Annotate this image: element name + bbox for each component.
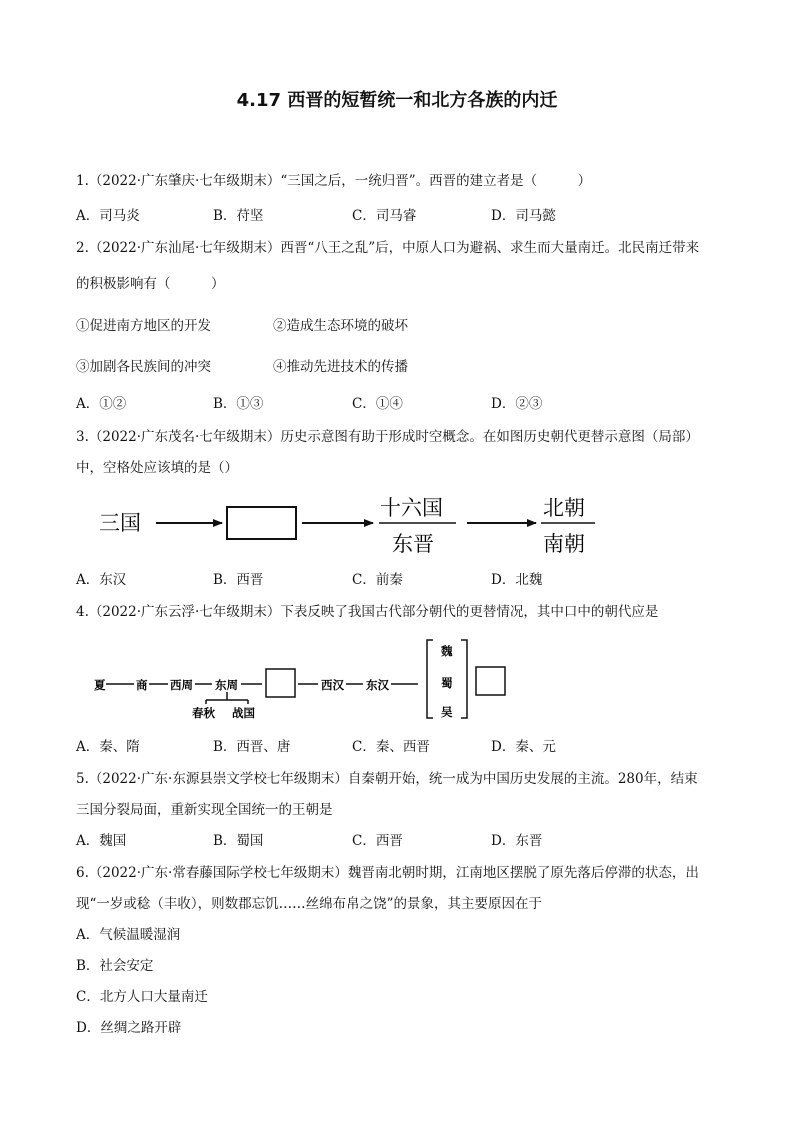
q2-option-d[interactable]: D．②③: [491, 396, 543, 412]
q4-option-a[interactable]: A．秦、隋: [76, 739, 140, 755]
blank-box-1: [266, 669, 295, 697]
q3-option-d[interactable]: D．北魏: [491, 572, 543, 588]
question-3-stem-line1: 3.（2022·广东茂名·七年级期末）历史示意图有助于形成时空概念。在如图历史朝代更替示意图（局部）: [76, 429, 699, 445]
page-title: 4.17 西晋的短暂统一和北方各族的内迁: [236, 90, 558, 111]
label-dongzhou: 东周: [215, 678, 238, 692]
q5-option-d[interactable]: D．东晋: [491, 833, 543, 849]
question-4-stem: 4.（2022·广东云浮·七年级期末）下表反映了我国古代部分朝代的更替情况，其中口中的朝代应是: [76, 604, 659, 620]
blank-box-2: [476, 667, 505, 695]
q2-item-3: ③加剧各民族间的冲突: [76, 359, 211, 375]
label-xizhou: 西周: [170, 678, 193, 692]
q1-option-d[interactable]: D．司马懿: [491, 208, 556, 224]
question-3-stem-line2: 中，空格处应该填的是（）: [76, 460, 238, 476]
q5-option-b[interactable]: B．蜀国: [213, 833, 264, 849]
q6-option-d[interactable]: D．丝绸之路开辟: [76, 1020, 182, 1036]
q2-item-2: ②造成生态环境的破坏: [273, 318, 408, 334]
q4-option-d[interactable]: D．秦、元: [491, 739, 556, 755]
q5-option-a[interactable]: A．魏国: [76, 833, 127, 849]
diagram-start-label: 三国: [99, 511, 141, 535]
q3-option-b[interactable]: B．西晋: [213, 572, 264, 588]
diagram-lower-1: 东晋: [392, 532, 434, 556]
label-wei: 魏: [441, 644, 453, 658]
question-2-stem-line2: 的积极影响有（ ）: [76, 276, 225, 292]
question-6-stem-line2: 现“一岁或稔（丰收），则数郡忘饥……丝绵布帛之饶”的景象，其主要原因在于: [76, 896, 543, 912]
diagram-upper-2: 北朝: [543, 496, 585, 520]
label-zhanguo: 战国: [232, 706, 255, 720]
q6-option-c[interactable]: C．北方人口大量南迁: [76, 989, 208, 1005]
question-6-stem-line1: 6.（2022·广东·常春藤国际学校七年级期末）魏晋南北朝时期，江南地区摆脱了原先落后停滞的状态，出: [76, 865, 699, 881]
dynasty-flow-diagram: [90, 490, 610, 562]
q4-option-c[interactable]: C．秦、西晋: [352, 739, 430, 755]
label-wu: 吴: [441, 705, 453, 719]
q2-item-4: ④推动先进技术的传播: [273, 359, 408, 375]
q1-option-b[interactable]: B．苻坚: [213, 208, 264, 224]
q2-option-a[interactable]: A．①②: [76, 396, 127, 412]
q6-option-a[interactable]: A．气候温暖湿润: [76, 927, 181, 943]
blank-box: [227, 507, 296, 539]
label-shang: 商: [136, 678, 148, 692]
label-donghan: 东汉: [366, 678, 389, 692]
q2-item-1: ①促进南方地区的开发: [76, 318, 211, 334]
question-5-stem-line1: 5.（2022·广东·东源县崇文学校七年级期末）自秦朝开始，统一成为中国历史发展的主流。280年，结束: [76, 771, 698, 787]
question-5-stem-line2: 三国分裂局面，重新实现全国统一的王朝是: [76, 802, 333, 818]
label-xia: 夏: [94, 678, 106, 692]
q2-option-b[interactable]: B．①③: [213, 396, 264, 412]
q5-option-c[interactable]: C．西晋: [352, 833, 403, 849]
q1-option-c[interactable]: C．司马睿: [352, 208, 417, 224]
q2-option-c[interactable]: C．①④: [352, 396, 403, 412]
diagram-upper-1: 十六国: [380, 496, 443, 520]
q6-option-b[interactable]: B．社会安定: [76, 958, 154, 974]
dynasty-timeline-diagram: [90, 636, 520, 722]
diagram-lower-2: 南朝: [543, 532, 585, 556]
question-1-stem: 1.（2022·广东肇庆·七年级期末）“三国之后，一统归晋”。西晋的建立者是（ ）: [76, 173, 592, 189]
q4-option-b[interactable]: B．西晋、唐: [213, 739, 291, 755]
q3-option-c[interactable]: C．前秦: [352, 572, 403, 588]
question-2-stem-line1: 2.（2022·广东汕尾·七年级期末）西晋“八王之乱”后，中原人口为避祸、求生而大量南迁。北民南迁带来: [76, 240, 700, 256]
q3-option-a[interactable]: A．东汉: [76, 572, 127, 588]
label-shu: 蜀: [441, 676, 453, 690]
q1-option-a[interactable]: A．司马炎: [76, 208, 140, 224]
label-chunqiu: 春秋: [192, 706, 215, 720]
label-xihan: 西汉: [321, 678, 344, 692]
